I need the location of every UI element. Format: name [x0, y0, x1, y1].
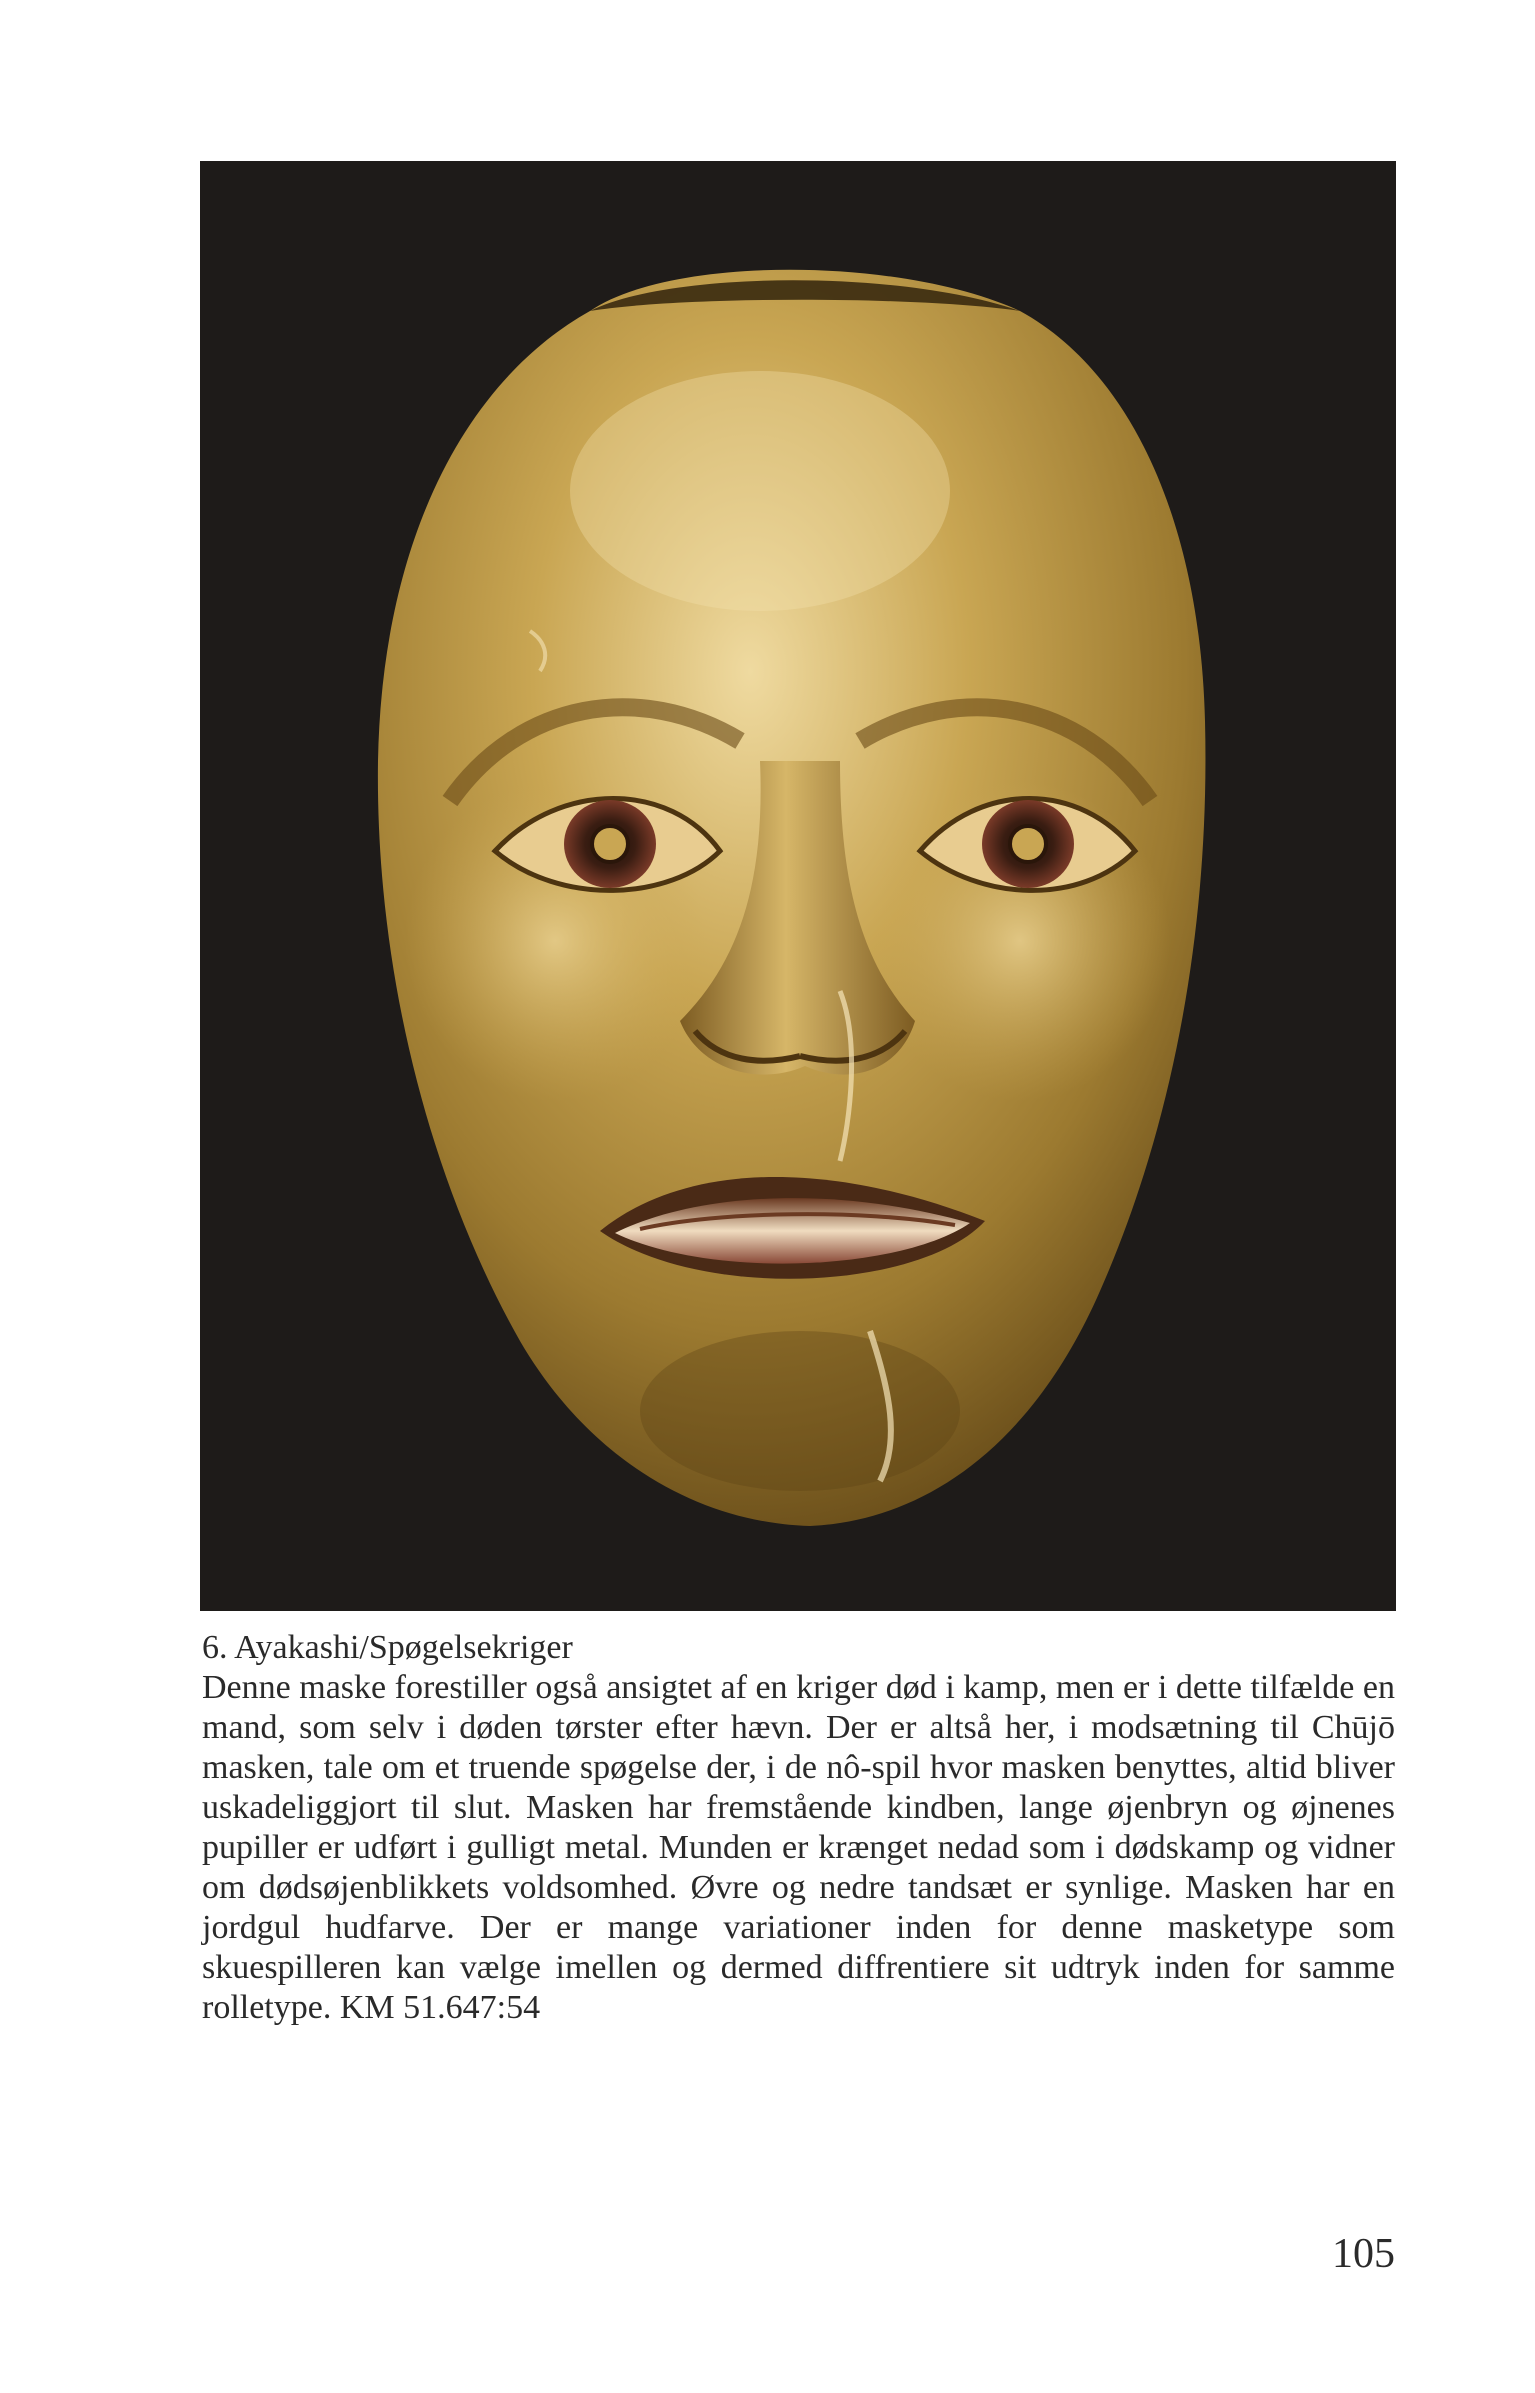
ayakashi-mask-image — [200, 161, 1396, 1611]
page-number: 105 — [1332, 2231, 1395, 2277]
caption-body: Denne maske forestiller også ansigtet af en kriger død i kamp, men er i dette tilfælde en mand, som selv i døden tørster efter hævn. Der er altså her, i modsætning til Chūjō masken, tale om et truende spøgelse der, i de nô-spil hvor masken benyttes, altid bliver uskadeliggjort til slut. Masken har fremstående kindben, lange øjenbryn og øjnenes pupiller er udført i gulligt metal. Munden er krænget nedad som i dødskamp og vidner om dødsøjenblikkets voldsomhed. Øvre og nedre tandsæt er synlige. Masken har en jordgul hudfarve. Der er mange variationer inden for denne masketype som skuespilleren kan vælge imellen og dermed diffrentiere sit udtryk inden for samme rolletype. KM 51.647:54 — [202, 1669, 1395, 2026]
mask-photograph — [200, 161, 1396, 1611]
right-eye — [982, 800, 1074, 888]
figure-caption — [202, 1628, 1395, 2028]
left-eye — [564, 800, 656, 888]
caption-title: 6. Ayakashi/Spøgelsekriger — [202, 1629, 573, 1666]
